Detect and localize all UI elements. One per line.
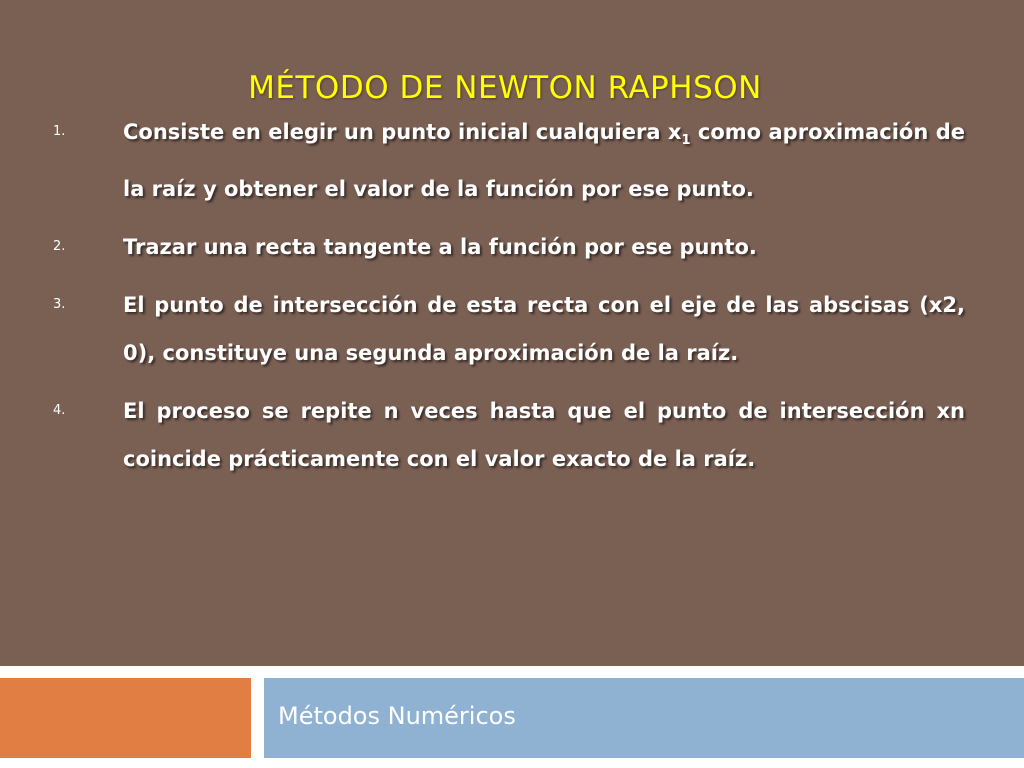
footer-divider (0, 666, 1024, 678)
list-item (0, 387, 1024, 483)
numbered-list (0, 108, 1024, 493)
list-item-text: Trazar una recta tangente a la función por ese punto. (123, 235, 757, 260)
subscript: 1 (681, 133, 691, 149)
list-item-text: El punto de intersección de esta recta con el eje de las abscisas (x2, 0), constituye una segunda aproximación de la raíz. (123, 293, 965, 366)
list-item (0, 281, 1024, 377)
list-item-text-part: Consiste en elegir un punto inicial cualquiera x (123, 120, 682, 144)
list-item-number: 3. (53, 297, 66, 313)
slide-title: MÉTODO DE NEWTON RAPHSON (248, 70, 762, 106)
list-item-text: El proceso se repite n veces hasta que el punto de intersección xn coincide prácticamente con el valor exacto de la raíz. (123, 399, 965, 472)
list-item-text (123, 108, 965, 213)
list-item (0, 108, 1024, 213)
list-item (0, 223, 1024, 271)
footer-text: Métodos Numéricos (278, 702, 516, 730)
list-item-number: 2. (53, 239, 66, 255)
list-item-number: 1. (53, 124, 66, 139)
list-item-number: 4. (53, 403, 66, 419)
footer-bar (264, 678, 1024, 758)
list-item-text-part: como aproximación de la raíz y obtener el valor de la función por ese punto. (123, 120, 965, 202)
footer-accent-block (0, 678, 251, 758)
